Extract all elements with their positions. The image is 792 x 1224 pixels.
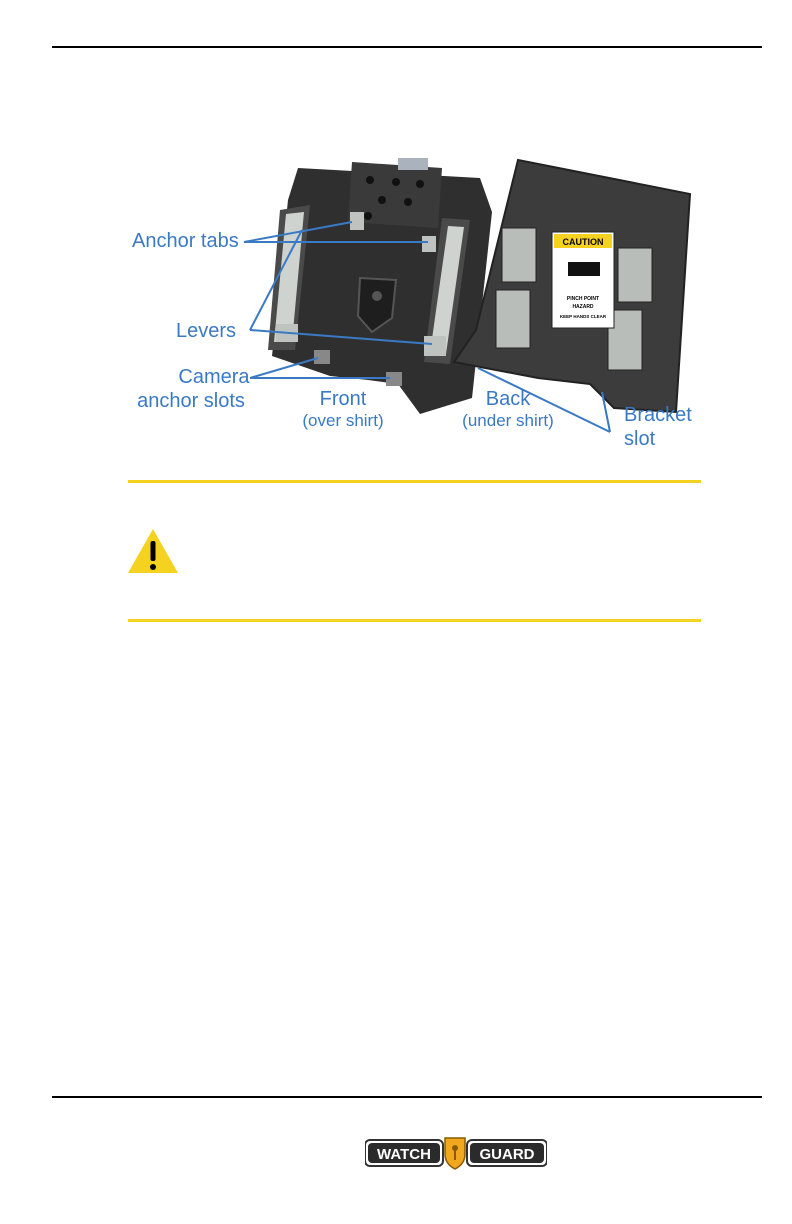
label-front-sub: (over shirt): [302, 411, 384, 430]
decal-caution: CAUTION: [562, 237, 604, 247]
label-front: Front: [319, 388, 367, 410]
decal-pinch: PINCH POINT: [566, 296, 600, 302]
label-slot: slot: [624, 428, 656, 450]
decal-keep: KEEP HANDS CLEAR: [559, 314, 607, 319]
front-mount: [268, 158, 492, 414]
footer-rule: [52, 1096, 762, 1098]
label-anchor-tabs: Anchor tabs: [132, 230, 239, 252]
label-back-sub: (under shirt): [462, 411, 554, 430]
caution-body: [200, 520, 700, 590]
caution-rule-bottom: [128, 619, 701, 622]
label-anchor-slots: anchor slots: [137, 390, 245, 412]
caution-rule-top: [128, 480, 701, 483]
logo-guard: GUARD: [479, 1146, 535, 1163]
label-camera: Camera: [178, 366, 250, 388]
logo-watch: WATCH: [377, 1146, 431, 1163]
label-back: Back: [485, 388, 531, 410]
decal-hazard: HAZARD: [572, 304, 594, 310]
label-levers: Levers: [176, 320, 237, 342]
watchguard-logo: [365, 1136, 547, 1170]
warning-icon: [126, 527, 180, 575]
mount-figure: [120, 150, 720, 470]
header-rule: [52, 46, 762, 48]
label-bracket: Bracket: [624, 404, 692, 426]
